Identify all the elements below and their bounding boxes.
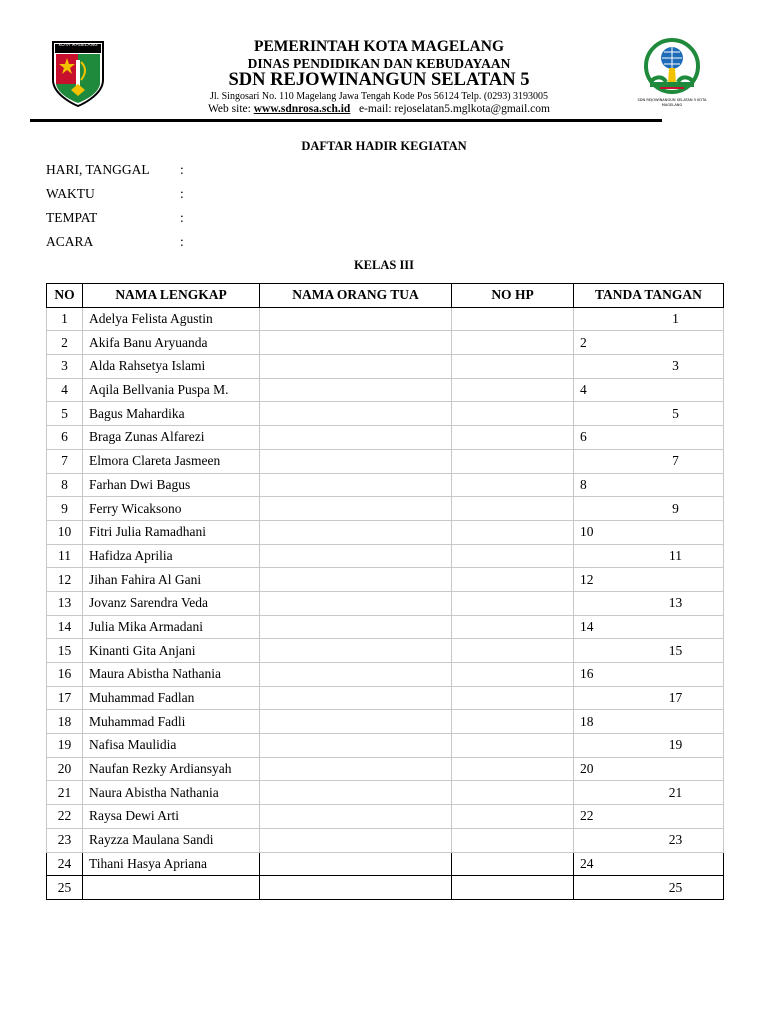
cell-nama-lengkap: Jihan Fahira Al Gani [83, 568, 260, 592]
cell-nama-orang-tua[interactable] [260, 876, 452, 900]
cell-no: 16 [47, 663, 83, 687]
cell-nama-lengkap: Julia Mika Armadani [83, 615, 260, 639]
table-row [47, 734, 724, 758]
table-row [47, 497, 724, 521]
field-acara-colon: : [180, 234, 184, 249]
cell-nama-orang-tua[interactable] [260, 307, 452, 331]
cell-no: 25 [47, 876, 83, 900]
cell-no: 4 [47, 378, 83, 402]
cell-tanda-tangan[interactable]: 20 [574, 757, 724, 781]
cell-no: 24 [47, 852, 83, 876]
cell-tanda-tangan[interactable]: 17 [574, 686, 724, 710]
header-address: Jl. Singosari No. 110 Magelang Jawa Tengah Kode Pos 56124 Telp. (0293) 3193005 [209, 91, 549, 102]
cell-no-hp[interactable] [452, 426, 574, 450]
cell-nama-orang-tua[interactable] [260, 852, 452, 876]
cell-nama-orang-tua[interactable] [260, 828, 452, 852]
cell-no: 22 [47, 805, 83, 829]
cell-nama-orang-tua[interactable] [260, 497, 452, 521]
cell-no: 23 [47, 828, 83, 852]
table-row [47, 473, 724, 497]
cell-no: 9 [47, 497, 83, 521]
table-row [47, 402, 724, 426]
table-row [47, 828, 724, 852]
table-body [47, 307, 724, 899]
cell-nama-orang-tua[interactable] [260, 686, 452, 710]
cell-tanda-tangan[interactable]: 18 [574, 710, 724, 734]
table-row [47, 378, 724, 402]
cell-tanda-tangan[interactable]: 8 [574, 473, 724, 497]
cell-nama-lengkap: Rayzza Maulana Sandi [83, 828, 260, 852]
cell-nama-lengkap: Elmora Clareta Jasmeen [83, 449, 260, 473]
cell-no: 19 [47, 734, 83, 758]
header-nama-lengkap: NAMA LENGKAP [83, 284, 260, 308]
cell-no-hp[interactable] [452, 734, 574, 758]
header-no: NO [47, 284, 83, 308]
cell-nama-lengkap: Kinanti Gita Anjani [83, 639, 260, 663]
cell-no: 13 [47, 591, 83, 615]
cell-nama-orang-tua[interactable] [260, 331, 452, 355]
cell-no: 10 [47, 520, 83, 544]
left-logo-text: KOTA MAGELANG [58, 43, 98, 48]
cell-nama-orang-tua[interactable] [260, 520, 452, 544]
cell-no: 1 [47, 307, 83, 331]
table-row [47, 757, 724, 781]
table-row [47, 355, 724, 379]
cell-nama-lengkap: Muhammad Fadlan [83, 686, 260, 710]
cell-no: 18 [47, 710, 83, 734]
cell-no: 7 [47, 449, 83, 473]
header-no-hp: NO HP [452, 284, 574, 308]
cell-tanda-tangan[interactable]: 3 [574, 355, 724, 379]
cell-no: 11 [47, 544, 83, 568]
right-logo-caption: SDN REJOWINANGUN SELATAN 5 KOTA MAGELANG [637, 98, 707, 107]
cell-tanda-tangan[interactable]: 21 [574, 781, 724, 805]
cell-nama-orang-tua[interactable] [260, 426, 452, 450]
cell-tanda-tangan[interactable]: 1 [574, 307, 724, 331]
field-hari-tanggal-colon: : [180, 162, 184, 177]
cell-nama-orang-tua[interactable] [260, 591, 452, 615]
header-school-name: SDN REJOWINANGUN SELATAN 5 [228, 70, 530, 90]
cell-nama-orang-tua[interactable] [260, 663, 452, 687]
kota-magelang-logo [51, 40, 105, 108]
table-row [47, 686, 724, 710]
cell-tanda-tangan[interactable]: 15 [574, 639, 724, 663]
website-label: Web site: [208, 103, 251, 115]
table-row [47, 710, 724, 734]
cell-nama-orang-tua[interactable] [260, 568, 452, 592]
field-waktu-colon: : [180, 186, 184, 201]
field-tempat-label: TEMPAT [46, 210, 98, 225]
cell-tanda-tangan[interactable]: 4 [574, 378, 724, 402]
table-row [47, 449, 724, 473]
cell-tanda-tangan[interactable]: 16 [574, 663, 724, 687]
field-tempat-colon: : [180, 210, 184, 225]
cell-no-hp[interactable] [452, 686, 574, 710]
cell-nama-lengkap: Naufan Rezky Ardiansyah [83, 757, 260, 781]
email-text: e-mail: rejoselatan5.mglkota@gmail.com [358, 103, 550, 115]
field-acara-label: ACARA [46, 234, 94, 249]
table-row [47, 426, 724, 450]
attendance-table [46, 283, 724, 900]
table-row [47, 520, 724, 544]
table-row [47, 544, 724, 568]
website-link[interactable]: www.sdnrosa.sch.id [253, 103, 351, 115]
field-hari-tanggal-label: HARI, TANGGAL [46, 162, 150, 177]
cell-no: 12 [47, 568, 83, 592]
cell-no-hp[interactable] [452, 568, 574, 592]
cell-nama-lengkap: Adelya Felista Agustin [83, 307, 260, 331]
cell-tanda-tangan[interactable]: 9 [574, 497, 724, 521]
cell-nama-lengkap: Farhan Dwi Bagus [83, 473, 260, 497]
header-divider [30, 119, 662, 122]
cell-no: 2 [47, 331, 83, 355]
cell-no-hp[interactable] [452, 852, 574, 876]
cell-nama-lengkap: Braga Zunas Alfarezi [83, 426, 260, 450]
cell-no-hp[interactable] [452, 615, 574, 639]
field-waktu-label: WAKTU [46, 186, 95, 201]
header-contact [140, 103, 618, 115]
cell-no: 17 [47, 686, 83, 710]
cell-nama-lengkap: Fitri Julia Ramadhani [83, 520, 260, 544]
cell-tanda-tangan[interactable]: 19 [574, 734, 724, 758]
cell-nama-lengkap: Naura Abistha Nathania [83, 781, 260, 805]
cell-no-hp[interactable] [452, 355, 574, 379]
cell-tanda-tangan[interactable]: 12 [574, 568, 724, 592]
cell-no-hp[interactable] [452, 591, 574, 615]
cell-nama-orang-tua[interactable] [260, 615, 452, 639]
cell-no-hp[interactable] [452, 757, 574, 781]
cell-nama-orang-tua[interactable] [260, 639, 452, 663]
cell-tanda-tangan[interactable]: 13 [574, 591, 724, 615]
cell-nama-lengkap: Muhammad Fadli [83, 710, 260, 734]
cell-tanda-tangan[interactable]: 11 [574, 544, 724, 568]
cell-tanda-tangan[interactable]: 2 [574, 331, 724, 355]
school-logo [636, 38, 708, 114]
cell-tanda-tangan[interactable]: 10 [574, 520, 724, 544]
cell-nama-orang-tua[interactable] [260, 544, 452, 568]
cell-no: 6 [47, 426, 83, 450]
cell-tanda-tangan[interactable]: 7 [574, 449, 724, 473]
cell-nama-lengkap: Raysa Dewi Arti [83, 805, 260, 829]
cell-nama-lengkap: Ferry Wicaksono [83, 497, 260, 521]
cell-nama-orang-tua[interactable] [260, 473, 452, 497]
cell-no-hp[interactable] [452, 449, 574, 473]
cell-nama-lengkap: Nafisa Maulidia [83, 734, 260, 758]
cell-no: 20 [47, 757, 83, 781]
table-row [47, 876, 724, 900]
header-tanda-tangan: TANDA TANGAN [574, 284, 724, 308]
cell-nama-orang-tua[interactable] [260, 781, 452, 805]
header-nama-orang-tua: NAMA ORANG TUA [260, 284, 452, 308]
cell-no-hp[interactable] [452, 307, 574, 331]
class-heading: KELAS III [353, 258, 415, 272]
cell-no-hp[interactable] [452, 876, 574, 900]
cell-nama-lengkap: Maura Abistha Nathania [83, 663, 260, 687]
table-row [47, 568, 724, 592]
cell-nama-lengkap: Tihani Hasya Apriana [83, 852, 260, 876]
cell-nama-lengkap: Bagus Mahardika [83, 402, 260, 426]
cell-nama-orang-tua[interactable] [260, 449, 452, 473]
cell-no: 3 [47, 355, 83, 379]
table-row [47, 591, 724, 615]
table-row [47, 307, 724, 331]
cell-nama-lengkap: Alda Rahsetya Islami [83, 355, 260, 379]
table-row [47, 615, 724, 639]
cell-nama-lengkap: Akifa Banu Aryuanda [83, 331, 260, 355]
cell-no-hp[interactable] [452, 781, 574, 805]
table-row [47, 663, 724, 687]
cell-nama-lengkap: Jovanz Sarendra Veda [83, 591, 260, 615]
table-row [47, 805, 724, 829]
cell-no-hp[interactable] [452, 828, 574, 852]
header-department: DINAS PENDIDIKAN DAN KEBUDAYAAN [247, 56, 511, 71]
document-title: DAFTAR HADIR KEGIATAN [301, 139, 467, 153]
table-row [47, 331, 724, 355]
cell-nama-orang-tua[interactable] [260, 805, 452, 829]
cell-nama-lengkap: Aqila Bellvania Puspa M. [83, 378, 260, 402]
table-row [47, 781, 724, 805]
cell-no-hp[interactable] [452, 378, 574, 402]
cell-no-hp[interactable] [452, 402, 574, 426]
cell-nama-orang-tua[interactable] [260, 734, 452, 758]
cell-tanda-tangan[interactable]: 6 [574, 426, 724, 450]
cell-no: 21 [47, 781, 83, 805]
cell-no-hp[interactable] [452, 473, 574, 497]
table-header-row [47, 284, 724, 308]
cell-nama-orang-tua[interactable] [260, 402, 452, 426]
cell-tanda-tangan[interactable]: 24 [574, 852, 724, 876]
cell-nama-orang-tua[interactable] [260, 757, 452, 781]
cell-tanda-tangan[interactable]: 25 [574, 876, 724, 900]
cell-tanda-tangan[interactable]: 14 [574, 615, 724, 639]
cell-nama-lengkap [83, 876, 260, 900]
cell-nama-orang-tua[interactable] [260, 710, 452, 734]
cell-no: 15 [47, 639, 83, 663]
cell-no: 14 [47, 615, 83, 639]
cell-no-hp[interactable] [452, 805, 574, 829]
cell-no-hp[interactable] [452, 544, 574, 568]
cell-tanda-tangan[interactable]: 22 [574, 805, 724, 829]
cell-no-hp[interactable] [452, 639, 574, 663]
cell-no-hp[interactable] [452, 663, 574, 687]
table-row [47, 852, 724, 876]
cell-nama-orang-tua[interactable] [260, 378, 452, 402]
cell-nama-lengkap: Hafidza Aprilia [83, 544, 260, 568]
cell-no-hp[interactable] [452, 710, 574, 734]
cell-no-hp[interactable] [452, 331, 574, 355]
table-row [47, 639, 724, 663]
cell-nama-orang-tua[interactable] [260, 355, 452, 379]
cell-no: 5 [47, 402, 83, 426]
cell-no-hp[interactable] [452, 520, 574, 544]
cell-tanda-tangan[interactable]: 5 [574, 402, 724, 426]
cell-tanda-tangan[interactable]: 23 [574, 828, 724, 852]
cell-no-hp[interactable] [452, 497, 574, 521]
cell-no: 8 [47, 473, 83, 497]
header-government: PEMERINTAH KOTA MAGELANG [253, 38, 505, 55]
